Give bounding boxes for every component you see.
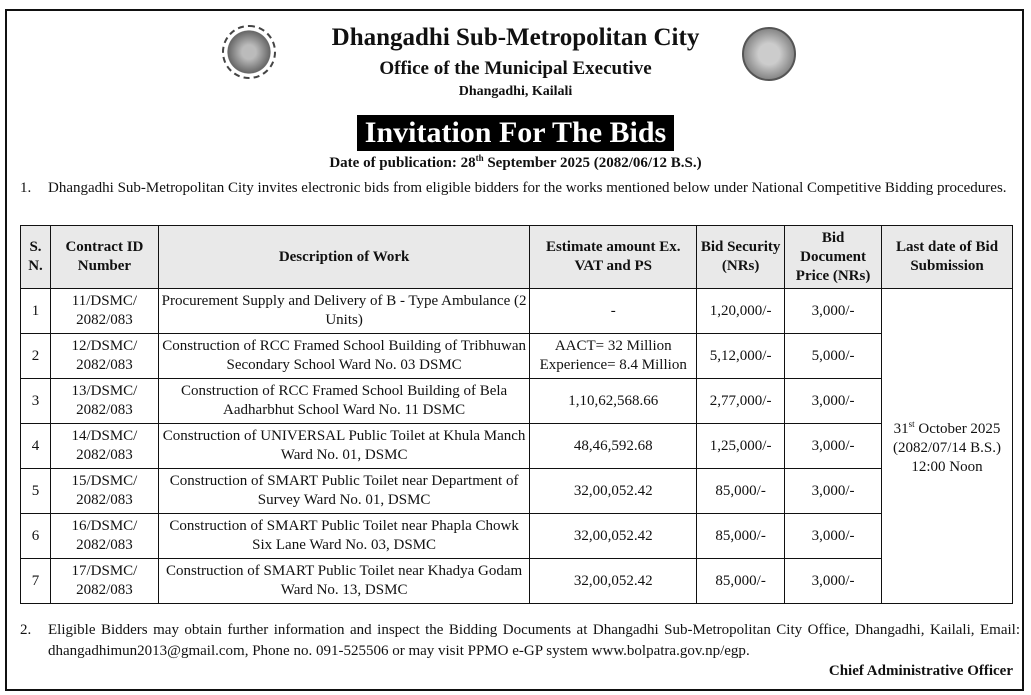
cell-doc-price: 3,000/- [785, 289, 882, 334]
egp-link[interactable]: www.bolpatra.gov.np/egp [591, 643, 746, 659]
cell-bid-security: 85,000/- [697, 559, 785, 604]
paragraph-1: 1. Dhangadhi Sub-Metropolitan City invites electronic bids from eligible bidders for the works mentioned below under National Competitive Bidding procedures. [20, 180, 1007, 196]
org-name: Dhangadhi Sub-Metropolitan City [331, 24, 700, 51]
cell-estimate: 32,00,052.42 [530, 514, 697, 559]
col-estimate: Estimate amount Ex. VAT and PS [530, 226, 697, 289]
table-row [21, 469, 1013, 514]
cell-bid-security: 5,12,000/- [697, 334, 785, 379]
cell-contract-id: 14/DSMC/ 2082/083 [50, 424, 158, 469]
table-header-row [21, 226, 1013, 289]
cell-description: Construction of SMART Public Toilet near Khadya Godam Ward No. 13, DSMC [158, 559, 529, 604]
cell-sn: 4 [21, 424, 51, 469]
cell-estimate: 1,10,62,568.66 [530, 379, 697, 424]
col-doc-price: Bid Document Price (NRs) [785, 226, 882, 289]
cell-contract-id: 11/DSMC/ 2082/083 [50, 289, 158, 334]
col-deadline: Last date of Bid Submission [882, 226, 1013, 289]
col-description: Description of Work [158, 226, 529, 289]
cell-sn: 2 [21, 334, 51, 379]
cell-estimate: 48,46,592.68 [530, 424, 697, 469]
cell-bid-security: 1,20,000/- [697, 289, 785, 334]
cell-description: Construction of SMART Public Toilet near Phapla Chowk Six Lane Ward No. 03, DSMC [158, 514, 529, 559]
notice-title: Invitation For The Bids [357, 115, 674, 151]
cell-sn: 6 [21, 514, 51, 559]
cell-sn: 5 [21, 469, 51, 514]
cell-estimate: - [530, 289, 697, 334]
col-contract-id: Contract ID Number [50, 226, 158, 289]
cell-contract-id: 13/DSMC/ 2082/083 [50, 379, 158, 424]
cell-contract-id: 17/DSMC/ 2082/083 [50, 559, 158, 604]
location: Dhangadhi, Kailali [458, 84, 573, 99]
table-row [21, 379, 1013, 424]
cell-contract-id: 15/DSMC/ 2082/083 [50, 469, 158, 514]
col-sn: S. N. [21, 226, 51, 289]
cell-contract-id: 16/DSMC/ 2082/083 [50, 514, 158, 559]
cell-estimate: AACT= 32 Million Experience= 8.4 Million [530, 334, 697, 379]
cell-description: Construction of SMART Public Toilet near Department of Survey Ward No. 01, DSMC [158, 469, 529, 514]
paragraph-2: 2. Eligible Bidders may obtain further information and inspect the Bidding Documents at Dhangadhi Sub-Metropolitan City Office, Dhangadhi, Kailali, Email: dhangadhimun2013@gmail.com, Phone no. 091-525506 or may visit PPMO e-GP system www.bolpatra.gov.np/egp. [20, 622, 1020, 659]
cell-bid-security: 2,77,000/- [697, 379, 785, 424]
cell-deadline: 31st October 2025 (2082/07/14 B.S.) 12:00 Noon [882, 289, 1013, 604]
table-row [21, 334, 1013, 379]
cell-doc-price: 3,000/- [785, 469, 882, 514]
cell-doc-price: 3,000/- [785, 379, 882, 424]
cell-description: Construction of RCC Framed School Building of Tribhuwan Secondary School Ward No. 03 DSMC [158, 334, 529, 379]
cell-description: Construction of RCC Framed School Building of Bela Aadharbhut School Ward No. 11 DSMC [158, 379, 529, 424]
cell-description: Construction of UNIVERSAL Public Toilet at Khula Manch Ward No. 01, DSMC [158, 424, 529, 469]
cell-doc-price: 3,000/- [785, 514, 882, 559]
cell-estimate: 32,00,052.42 [530, 469, 697, 514]
office-name: Office of the Municipal Executive [379, 58, 652, 79]
publication-date: Date of publication: 28th September 2025 (2082/06/12 B.S.) [329, 153, 702, 171]
cell-bid-security: 85,000/- [697, 469, 785, 514]
cell-sn: 1 [21, 289, 51, 334]
cell-bid-security: 1,25,000/- [697, 424, 785, 469]
cell-estimate: 32,00,052.42 [530, 559, 697, 604]
table-row [21, 289, 1013, 334]
cell-bid-security: 85,000/- [697, 514, 785, 559]
cell-sn: 7 [21, 559, 51, 604]
table-row [21, 514, 1013, 559]
table-row [21, 424, 1013, 469]
cell-doc-price: 3,000/- [785, 424, 882, 469]
signature: Chief Administrative Officer [828, 663, 1013, 679]
bids-table [20, 225, 1013, 604]
cell-doc-price: 3,000/- [785, 559, 882, 604]
cell-sn: 3 [21, 379, 51, 424]
cell-contract-id: 12/DSMC/ 2082/083 [50, 334, 158, 379]
cell-description: Procurement Supply and Delivery of B - Type Ambulance (2 Units) [158, 289, 529, 334]
cell-doc-price: 5,000/- [785, 334, 882, 379]
col-bid-security: Bid Security (NRs) [697, 226, 785, 289]
table-row [21, 559, 1013, 604]
email-link[interactable]: dhangadhimun2013@gmail.com [48, 643, 245, 659]
